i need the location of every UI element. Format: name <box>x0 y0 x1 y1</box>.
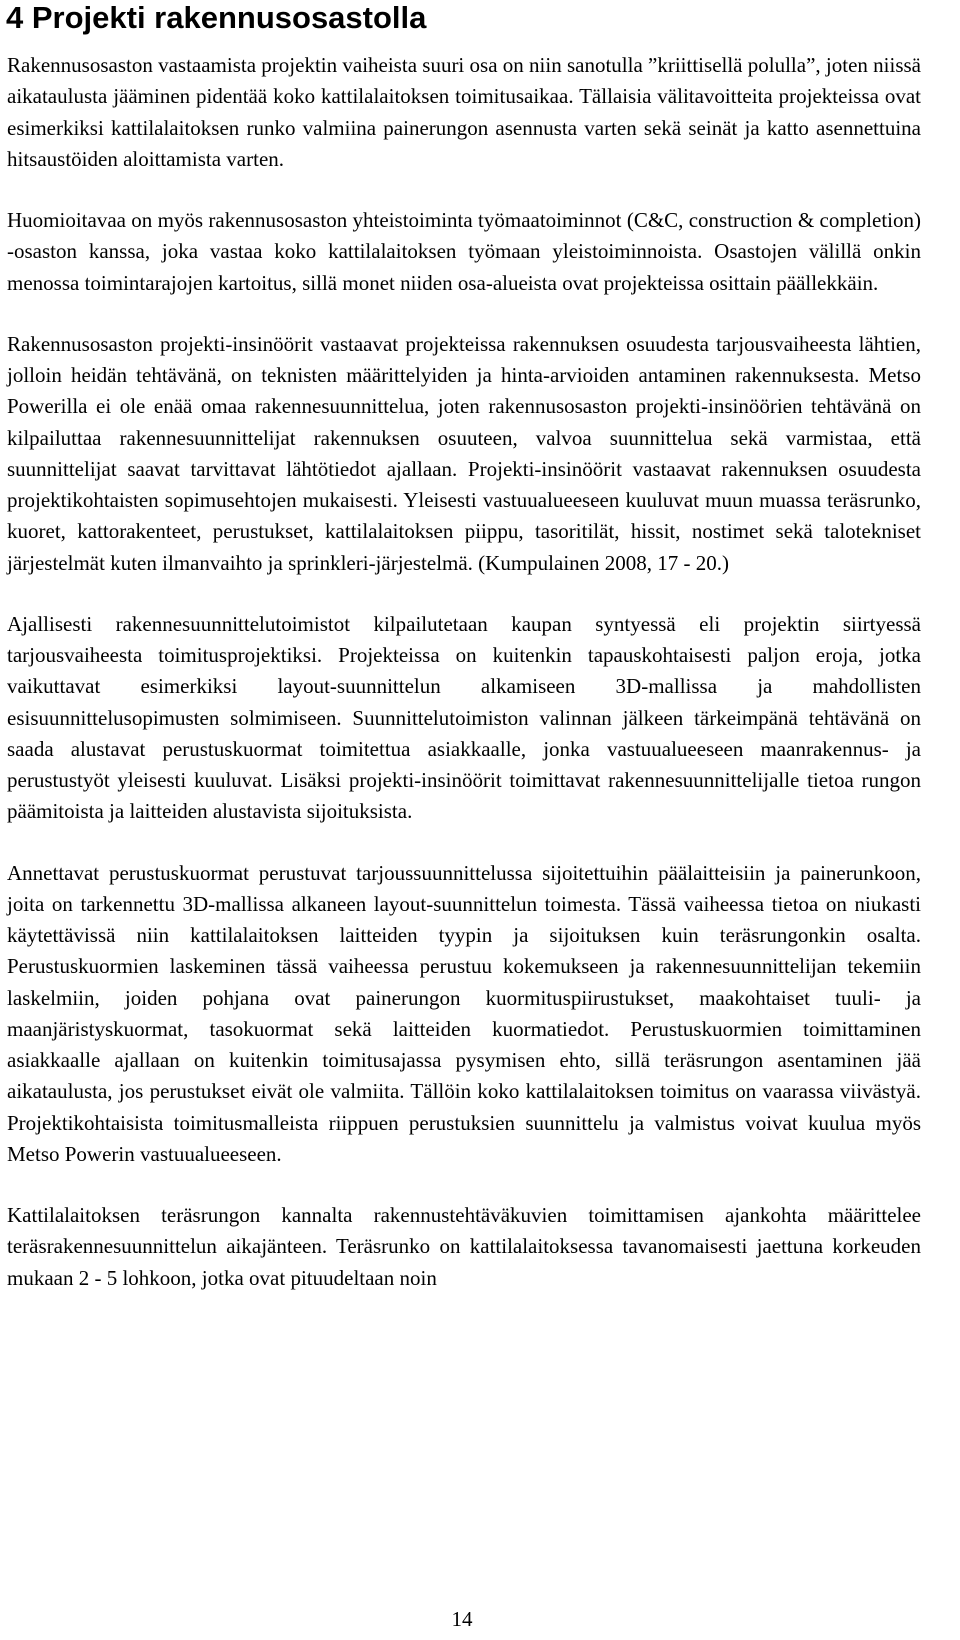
paragraph: Annettavat perustuskuormat perustuvat tarjoussuunnittelussa sijoitettuihin päälaitteisiin ja painerunkoon, joita on tarkennettu 3D-mallissa alkaneen layout-suunnittelun toimesta. Tässä vaiheessa tietoa on niukasti käytettävissä niin kattilalaitoksen laitteiden tyypin ja sijoituksen kuin teräsrungonkin osalta. Perustuskuormien laskeminen tässä vaiheessa perustuu kokemukseen ja rakennesuunnittelijan tekemiin laskelmiin, joiden pohjana ovat painerungon kuormituspiirustukset, maakohtaiset tuuli- ja maanjäristyskuormat, tasokuormat sekä laitteiden kuormatiedot. Perustuskuormien toimittaminen asiakkaalle ajallaan on kuitenkin toimitusajassa pysymisen ehto, sillä teräsrungon asentaminen jää aikataulusta, jos perustukset eivät ole valmiita. Tällöin koko kattilalaitoksen toimitus on vaarassa viivästyä. Projektikohtaisista toimitusmalleista riippuen perustuksien suunnittelu ja valmistus voivat kuulua myös Metso Powerin vastuualueeseen. <box>7 860 921 1166</box>
paragraph: Rakennusosaston projekti-insinöörit vastaavat projekteissa rakennuksen osuudesta tarjousvaiheesta lähtien, jolloin heidän tehtävänä, on teknisten määrittelyiden ja hinta-arvioiden antaminen rakennuksesta. Metso Powerilla ei ole enää omaa rakennesuunnittelua, joten rakennusosaston projekti-insinöörien tehtävänä on kilpailuttaa rakennesuunnittelijat rakennuksen osuuteen, valvoa suunnittelua sekä varmistaa, että suunnittelijat saavat tarvittavat lähtötiedot ajallaan. Projekti-insinöörit vastaavat rakennuksen osuudesta projektikohtaisten sopimusehtojen mukaisesti. Yleisesti vastuualueeseen kuuluvat muun muassa teräsrunko, kuoret, kattorakenteet, perustukset, kattilalaitoksen piippu, tasoritilät, hissit, nostimet sekä talotekniset järjestelmät kuten ilmanvaihto ja sprinkleri-järjestelmä. (Kumpulainen 2008, 17 - 20.) <box>7 331 921 575</box>
page-number: 14 <box>451 1607 473 1631</box>
paragraph: Kattilalaitoksen teräsrungon kannalta rakennustehtäväkuvien toimittamisen ajankohta määrittelee teräsrakennesuunnittelun aikajänteen. Teräsrunko on kattilalaitoksessa tavanomaisesti jaettuna korkeuden mukaan 2 - 5 lohkoon, jotka ovat pituudeltaan noin <box>7 1203 921 1290</box>
paragraph: Huomioitavaa on myös rakennusosaston yhteistoiminta työmaatoiminnot (C&C, construction & completion) -osaston kanssa, joka vastaa koko kattilalaitoksen työmaan yleistoiminnoista. Osastojen välillä onkin menossa toimintarajojen kartoitus, sillä monet niiden osa-alueista ovat projekteissa osittain päällekkäin. <box>7 208 921 295</box>
body-text <box>7 50 921 1324</box>
section-heading: 4 Projekti rakennusosastolla <box>6 0 427 35</box>
paragraph: Rakennusosaston vastaamista projektin vaiheista suuri osa on niin sanotulla ”kriittisellä polulla”, joten niissä aikataulusta jääminen pidentää koko kattilalaitoksen toimitusaikaa. Tällaisia välitavoitteita projekteissa ovat esimerkiksi kattilalaitoksen runko valmiina painerungon asennusta varten sekä seinät ja katto asennettuina hitsaustöiden aloittamista varten. <box>7 53 921 171</box>
paragraph: Ajallisesti rakennesuunnittelutoimistot kilpailutetaan kaupan syntyessä eli projektin siirtyessä tarjousvaiheesta toimitusprojektiksi. Projekteissa on kuitenkin tapauskohtaisesti paljon eroja, jotka vaikuttavat esimerkiksi layout-suunnittelun alkamiseen 3D-mallissa ja mahdollisten esisuunnittelusopimusten solmimiseen. Suunnittelutoimiston valinnan jälkeen tärkeimpänä tehtävänä on saada alustavat perustuskuormat toimitettua asiakkaalle, jonka vastuualueeseen maanrakennus- ja perustustyöt yleisesti kuuluvat. Lisäksi projekti-insinöörit toimittavat rakennesuunnittelijalle tietoa rungon päämitoista ja laitteiden alustavista sijoituksista. <box>7 611 921 824</box>
